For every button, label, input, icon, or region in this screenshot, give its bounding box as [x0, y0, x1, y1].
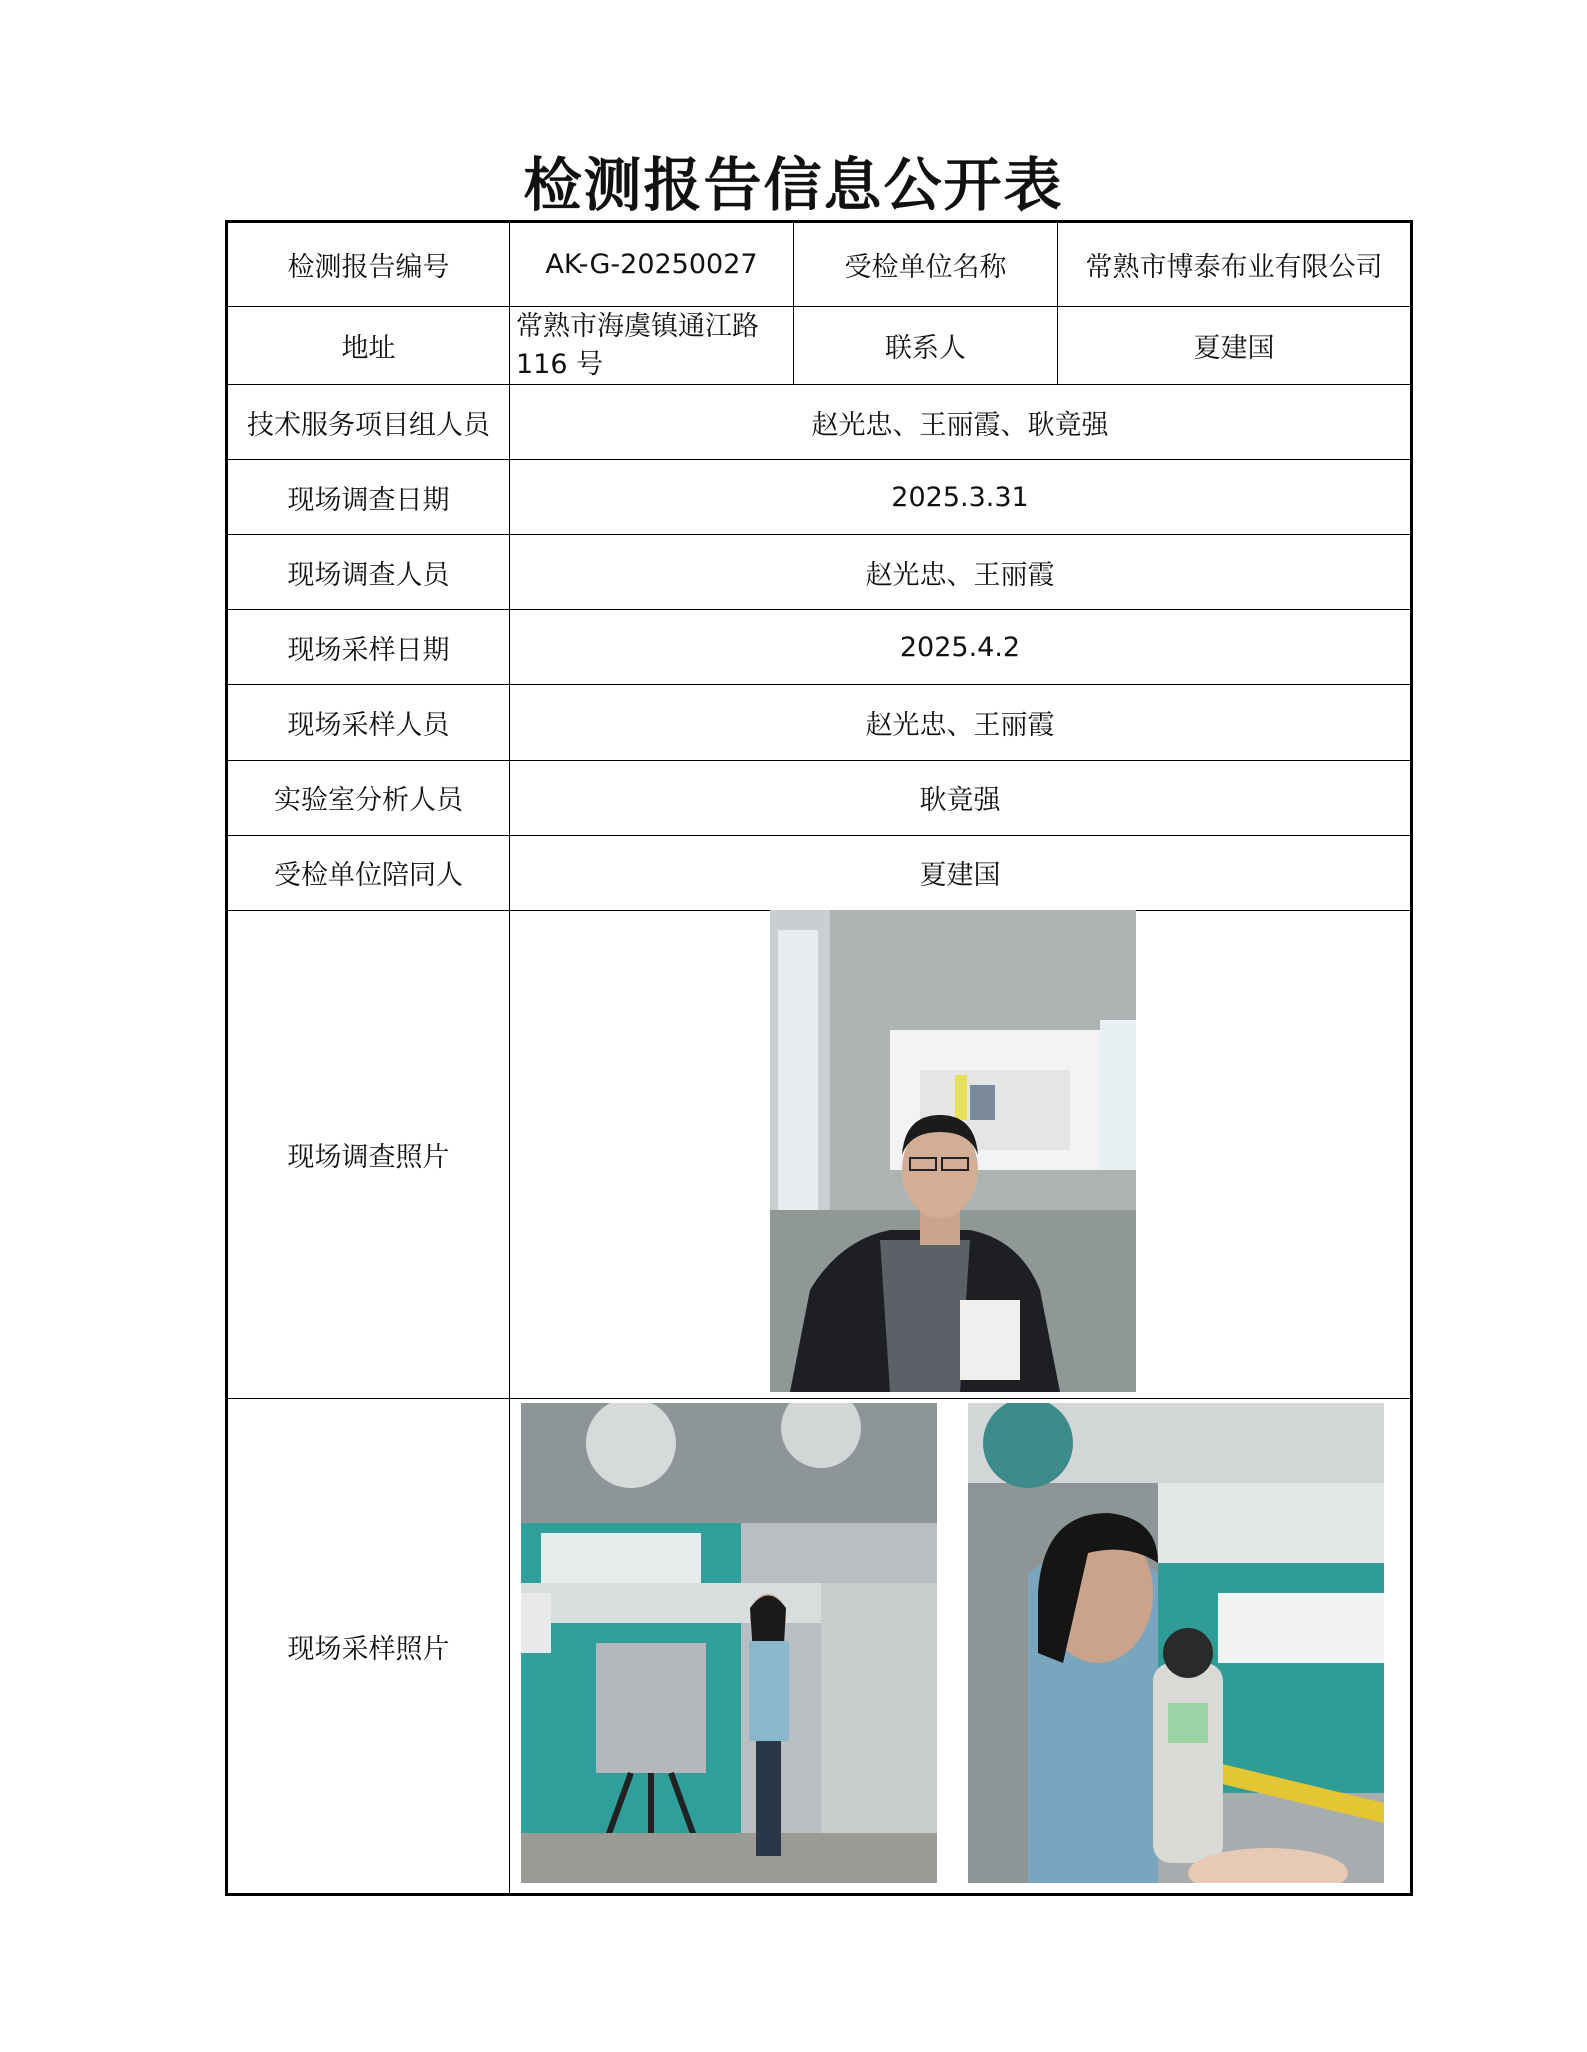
- table-row: [227, 307, 1412, 385]
- report-no-label: 检测报告编号: [227, 222, 510, 307]
- address-line-1: 常熟市海虞镇通江路: [516, 310, 759, 342]
- escort-value: 夏建国: [510, 835, 1412, 910]
- sampling-staff-label: 现场采样人员: [227, 685, 510, 760]
- survey-photo-label: 现场调查照片: [227, 910, 510, 1399]
- survey-date-label: 现场调查日期: [227, 460, 510, 535]
- survey-date-value: 2025.3.31: [510, 460, 1412, 535]
- address-value: [510, 307, 794, 385]
- table-row: [227, 222, 1412, 307]
- sampling-photo-right: [968, 1403, 1384, 1883]
- table-row: [227, 610, 1412, 685]
- sampling-date-label: 现场采样日期: [227, 610, 510, 685]
- table-row: [227, 685, 1412, 760]
- lab-staff-label: 实验室分析人员: [227, 760, 510, 835]
- unit-name-value: 常熟市博泰布业有限公司: [1058, 222, 1412, 307]
- address-label: 地址: [227, 307, 510, 385]
- page-title: 检测报告信息公开表: [523, 151, 1064, 219]
- unit-name-label: 受检单位名称: [794, 222, 1058, 307]
- team-label: 技术服务项目组人员: [227, 385, 510, 460]
- escort-label: 受检单位陪同人: [227, 835, 510, 910]
- survey-photo: [770, 910, 1136, 1392]
- lab-staff-value: 耿竟强: [510, 760, 1412, 835]
- sampling-staff-value: 赵光忠、王丽霞: [510, 685, 1412, 760]
- table-row: [227, 460, 1412, 535]
- table-row: [227, 385, 1412, 460]
- address-line-2: 116 号: [516, 348, 604, 380]
- sampling-photo-label: 现场采样照片: [227, 1399, 510, 1895]
- survey-staff-label: 现场调查人员: [227, 535, 510, 610]
- contact-value: 夏建国: [1058, 307, 1412, 385]
- table-row: [227, 535, 1412, 610]
- table-row: [227, 760, 1412, 835]
- team-value: 赵光忠、王丽霞、耿竟强: [510, 385, 1412, 460]
- sampling-date-value: 2025.4.2: [510, 610, 1412, 685]
- table-row: [227, 835, 1412, 910]
- sampling-photo-left: [521, 1403, 937, 1883]
- contact-label: 联系人: [794, 307, 1058, 385]
- report-no-value: AK-G-20250027: [510, 222, 794, 307]
- survey-staff-value: 赵光忠、王丽霞: [510, 535, 1412, 610]
